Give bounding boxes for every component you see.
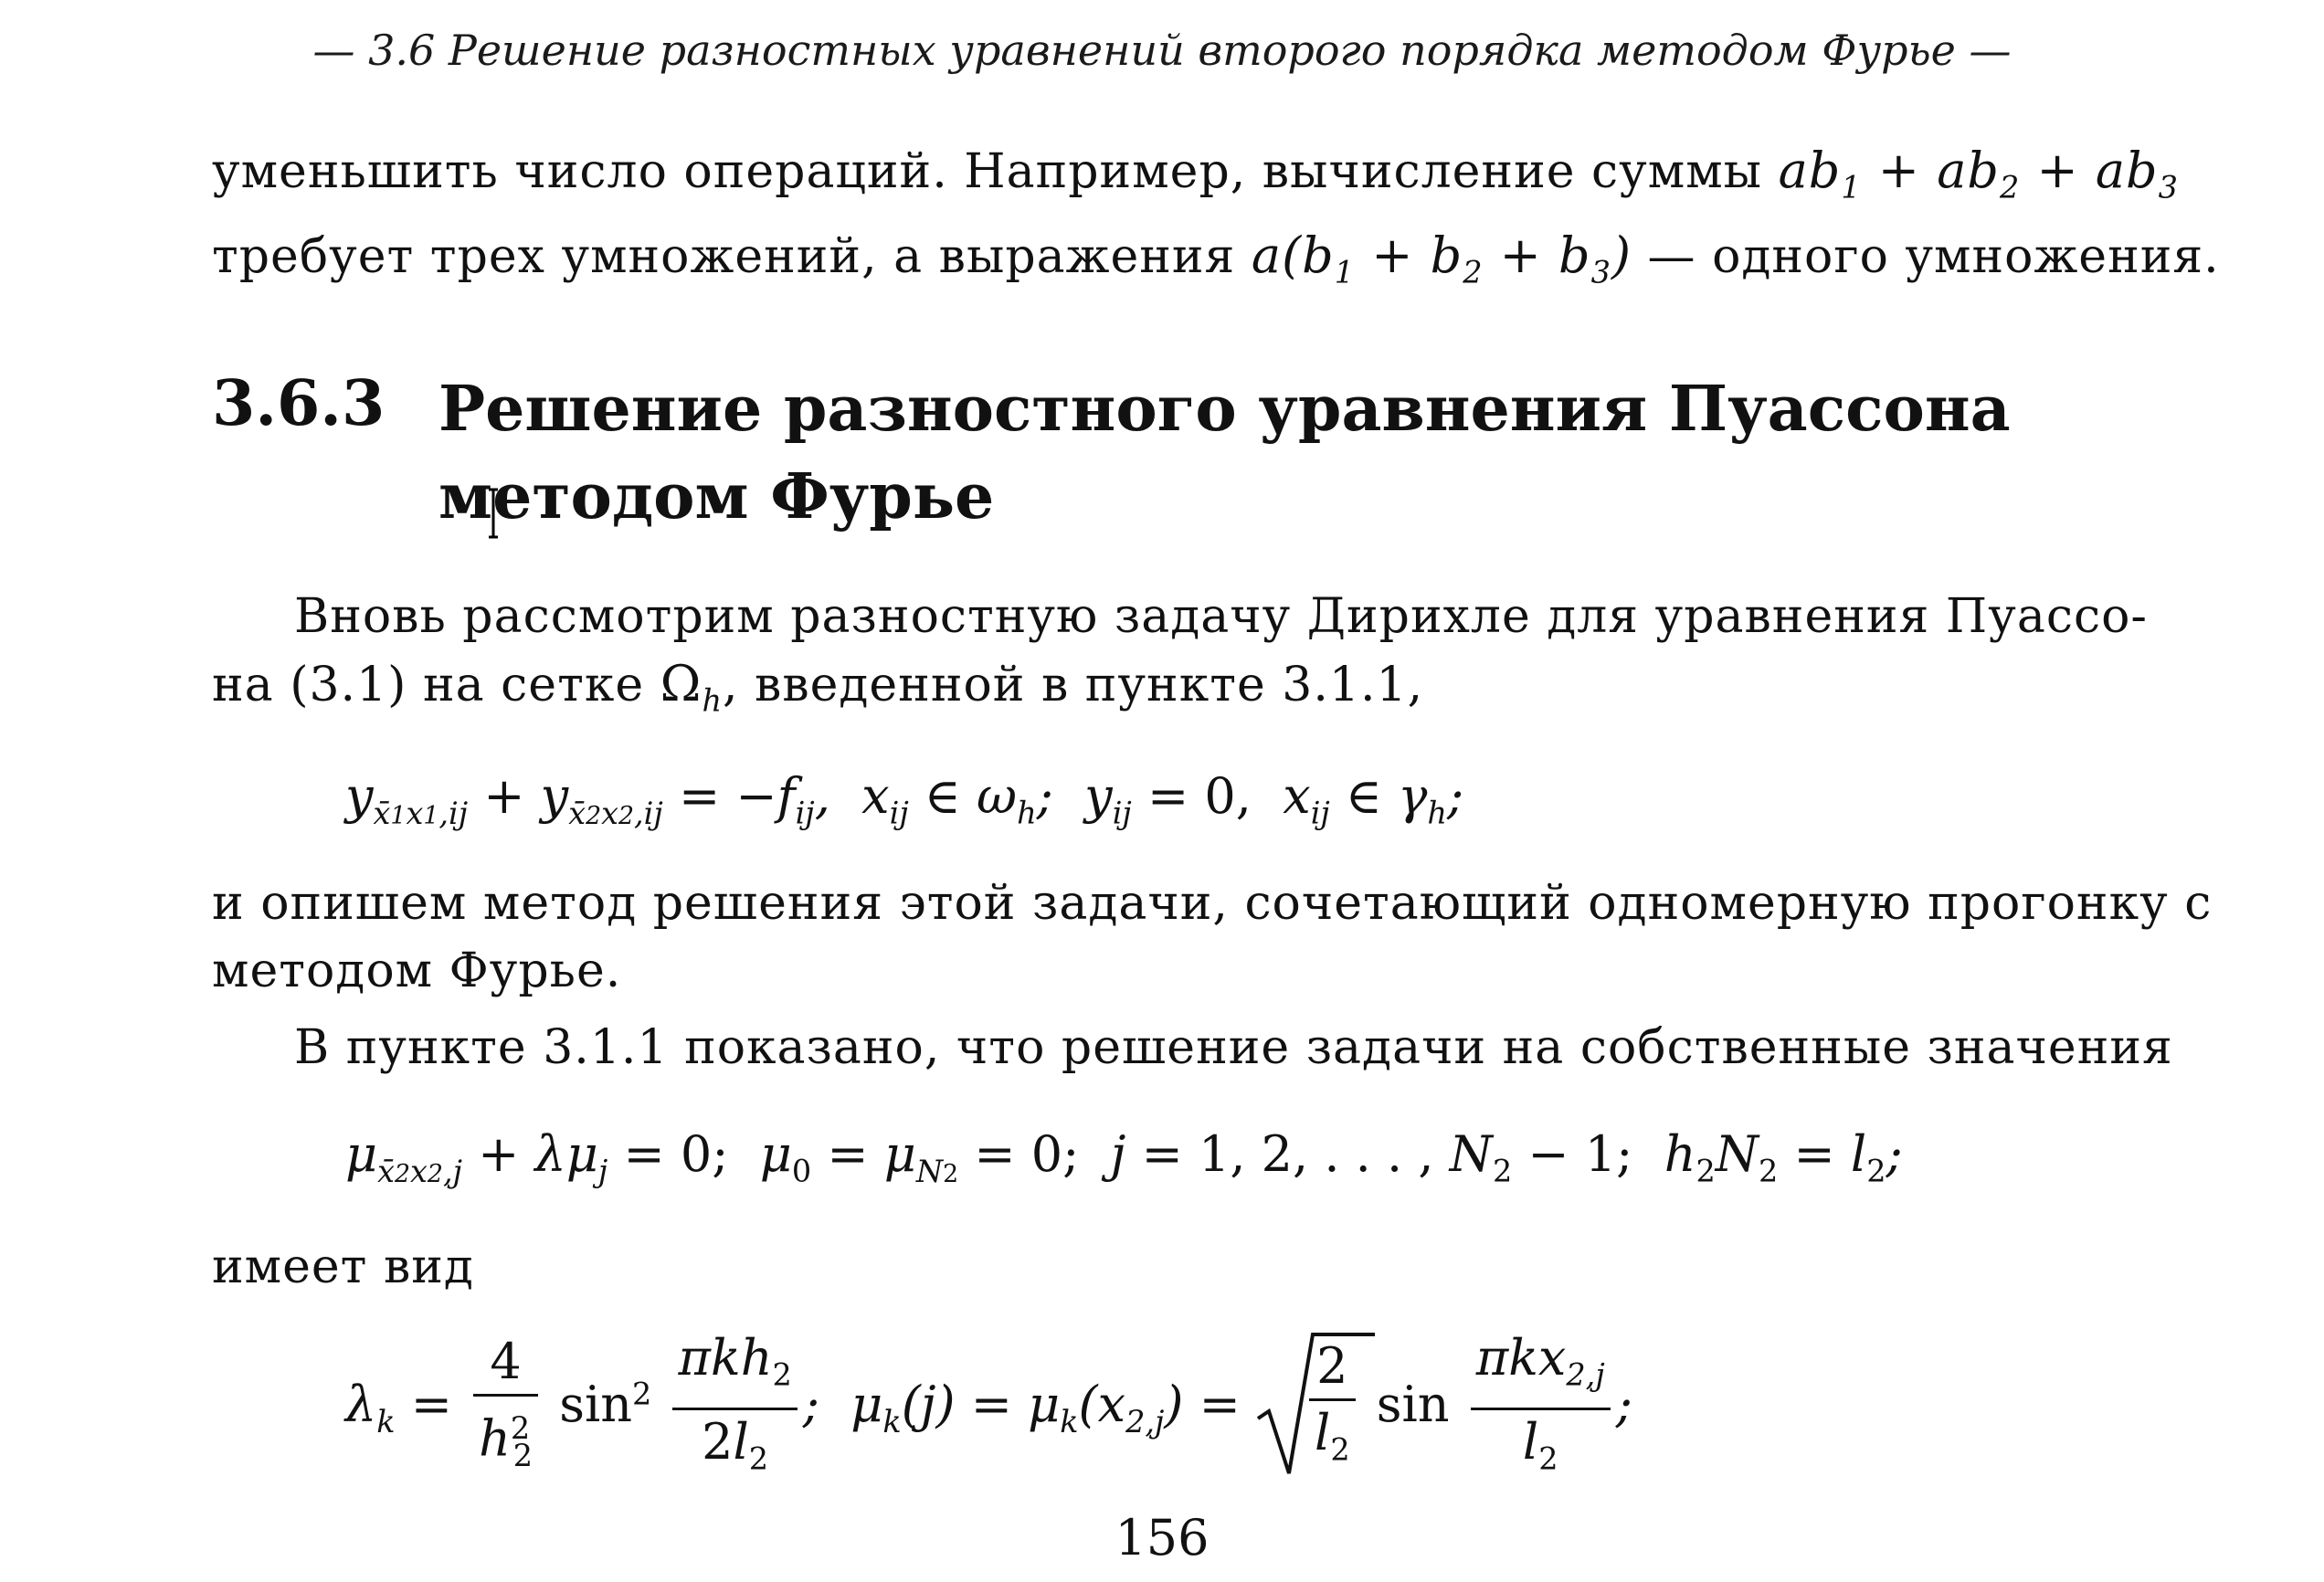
paragraph-eigen-line-1: В пункте 3.1.1 показано, что решение задачи на собственные значения	[294, 1020, 2173, 1075]
page-number: 156	[1114, 1509, 1210, 1566]
section-title	[438, 365, 2011, 541]
paragraph-dirichlet	[212, 583, 2148, 735]
paragraph-intro-text-2: требует трех умножений, а выражения	[212, 228, 1236, 284]
equation-eigen-solution: $\lambda_k$ = $\frac{4}{h^2_2}$ $\sin^2$ $\frac{\pi kh_2}{2l_2}$ ; $\mu_k(j) = \mu_k(x_{2,j})$ = $\frac{2}{l_2}$ sin $\frac{\pi kx_{2,j}}{l_2}$ ;	[345, 1326, 1632, 1491]
section-title-line-1: Решение разностного уравнения Пуассона	[438, 373, 2011, 446]
factored-expression: $a(b_1 + b_2 + b_3)$	[1251, 226, 1632, 290]
paragraph-eigen	[294, 1014, 2173, 1081]
running-head: — 3.6 Решение разностных уравнений второго порядка методом Фурье —	[312, 26, 2012, 75]
fraction-pi-k-h2: $\frac{\pi kh_2}{2l_2}$	[672, 1326, 797, 1491]
paragraph-dirichlet-line-1	[212, 583, 2148, 650]
equation-poisson-difference: $y_{x̄1x1,ij} + y_{x̄2x2,ij} = -f_{ij}$, $x_{ij}$ ∈ $\omega_h$; $y_{ij} = 0$, $x_{ij}$ ∈ $\gamma_h$;	[345, 767, 1464, 831]
paragraph-dirichlet-line-2	[212, 650, 2103, 735]
paragraph-dirichlet-text-3: , введенной в пункте 3.1.1,	[723, 658, 1424, 712]
equation-eigenproblem: $\mu_{x̄2x2,j} + \lambda\mu_j = 0$; $\mu_0 = \mu_{N2} = 0$; j = 1, 2, . . . , $N_2 - 1$; $h_2N_2 = l_2$;	[345, 1125, 1903, 1189]
fraction-4-over-h2sq: $\frac{4}{h^2_2}$	[473, 1330, 538, 1488]
paragraph-intro-line-1	[212, 137, 2179, 222]
paragraph-intro-line-2	[212, 222, 2220, 307]
paragraph-dirichlet-text-1: Вновь рассмотрим разностную задачу Дирихле для уравнения Пуассо-	[294, 589, 2148, 644]
radical-sign-icon	[1256, 1327, 1375, 1482]
grid-omega-h: $\Omega_h$	[660, 655, 723, 719]
square-root: $\frac{2}{l_2}$	[1256, 1334, 1361, 1482]
sum-expression: $ab_1 + ab_2 + ab_3$	[1778, 142, 2179, 206]
paragraph-intro	[212, 137, 2220, 306]
paragraph-method-line-2: методом Фурье.	[212, 944, 622, 998]
section-title-line-2: методом Фурье	[438, 460, 995, 533]
section-number: 3.6.3	[212, 367, 386, 440]
fraction-pi-k-x2j: $\frac{\pi kx_{2,j}}{l_2}$	[1471, 1326, 1611, 1491]
paragraph-method-line-1: и опишем метод решения этой задачи, сочетающий одномерную прогонку с	[212, 876, 2213, 931]
paragraph-method	[212, 870, 2213, 1005]
paragraph-intro-text-3: — одного умножения.	[1647, 228, 2220, 284]
paragraph-intro-text-1: уменьшить число операций. Например, вычисление суммы	[212, 144, 1763, 199]
paragraph-dirichlet-text-2: на (3.1) на сетке	[212, 658, 645, 712]
paragraph-has-form: имеет вид	[212, 1239, 474, 1294]
text-cursor-icon	[488, 488, 499, 539]
